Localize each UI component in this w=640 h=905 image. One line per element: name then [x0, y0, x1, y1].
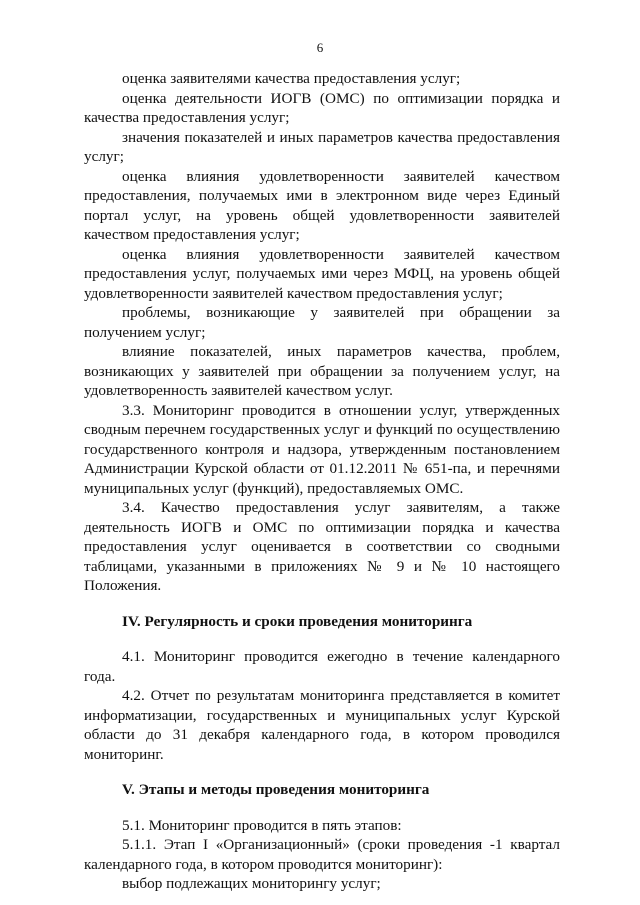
section-4-heading: IV. Регулярность и сроки проведения мониторинга	[122, 612, 473, 630]
document-body	[84, 69, 560, 894]
paragraph-5-1-1: 5.1.1. Этап I «Организационный» (сроки проведения -1 квартал календарного года, в котором проводится мониторинг):	[84, 836, 560, 873]
paragraph-3-3: 3.3. Мониторинг проводится в отношении услуг, утвержденных сводным перечнем государственных услуг и функций по осуществлению государственного контроля и надзора, утвержденным постановлением Администрации Курской области от 01.12.2011 № 651-па, и перечнями муниципальных услуг (функций), предоставляемых ОМС.	[84, 401, 560, 497]
paragraph-3-4: 3.4. Качество предоставления услуг заявителям, а также деятельность ИОГВ и ОМС по оптимизации порядка и качества предоставления услуг оценивается в соответствии со сводными таблицами, указанными в приложениях № 9 и № 10 настоящего Положения.	[84, 499, 560, 594]
paragraph-4-1: 4.1. Мониторинг проводится ежегодно в течение календарного года.	[84, 648, 560, 685]
paragraph-4-2: 4.2. Отчет по результатам мониторинга представляется в комитет информатизации, государственных и муниципальных услуг Курской области до 31 декабря календарного года, в котором проводился мониторинг.	[84, 687, 560, 763]
section-5-heading: V. Этапы и методы проведения мониторинга	[122, 781, 430, 798]
paragraph-5-1: 5.1. Мониторинг проводится в пять этапов:	[122, 816, 402, 834]
list-item: значения показателей и иных параметров качества предоставления услуг;	[84, 128, 560, 165]
list-item: оценка деятельности ИОГВ (ОМС) по оптимизации порядка и качества предоставления услуг;	[84, 89, 560, 126]
list-item: выбор подлежащих мониторингу услуг;	[122, 875, 381, 892]
list-item: оценка заявителями качества предоставления услуг;	[122, 70, 461, 87]
list-item: проблемы, возникающие у заявителей при обращении за получением услуг;	[84, 304, 560, 341]
page-number: 6	[316, 40, 324, 55]
list-item: влияние показателей, иных параметров качества, проблем, возникающих у заявителей при обращении за получением услуг, на удовлетворенность заявителей качеством услуг.	[84, 343, 560, 399]
list-item: оценка влияния удовлетворенности заявителей качеством предоставления, получаемых ими в электронном виде через Единый портал услуг, на уровень общей удовлетворенности заявителей качеством предоставления услуг;	[84, 167, 560, 243]
list-item: оценка влияния удовлетворенности заявителей качеством предоставления услуг, получаемых ими через МФЦ, на уровень общей удовлетворенности заявителей качеством предоставления услуг;	[84, 245, 560, 302]
